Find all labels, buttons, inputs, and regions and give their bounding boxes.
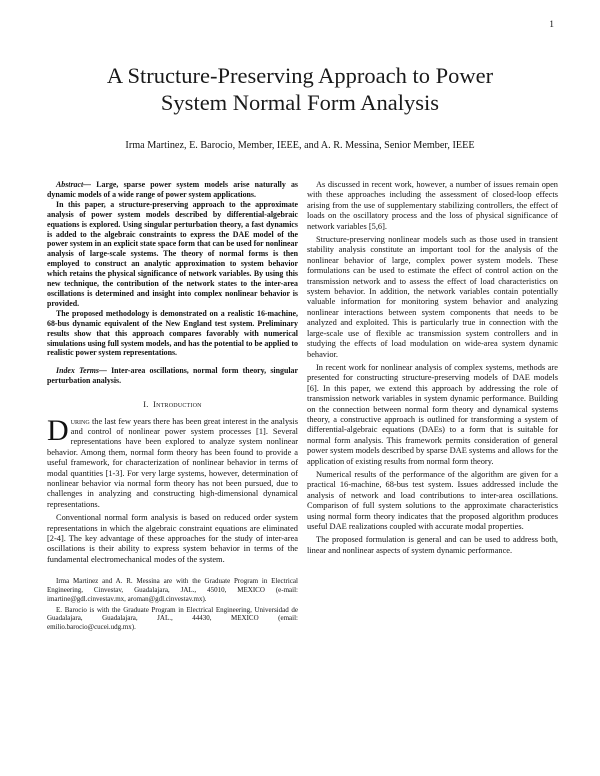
title-line-1: A Structure-Preserving Approach to Power [106,63,494,88]
right-paragraph-2: Structure-preserving nonlinear models such as those used in transient stability analysis constitute an important tool for the analysis of the nonlinear behavior of large, complex power system models. These formulations can be used to estimate the effect of control action on the transmission network and to assess the effect of load characteristics on system behavior. In addition, the network variables contain potentially valuable information for monitoring system behavior and analyzing nonlinear interactions between system components that needs to be analyzed and exploited. This is particularly true in connection with the large-scale use of flexible ac transmission system controllers and in studying the effects of load modulation on wide-area system dynamic behavior. [307,235,558,359]
drop-cap: D [47,413,69,447]
footnote-affiliation-1: Irma Martinez and A. R. Messina are with the Graduate Program in Electrical Engineering, Cinvestav, Guadalajara, JAL., 45010, MEXICO (e-mail: imartine@gdl.cinvestav.mx, aroman@gdl.cinvestav.mx). [47,577,298,603]
intro-paragraph-1: During the last few years there has been great interest in the analysis and control of nonlinear power system processes [1]. Several representations have been explored to analyze system nonlinear behavior. Among them, normal form theory has been found to provide a useful framework, for characterization of nonlinear behavior in terms of modal quantities [1-3]. For very large systems, however, determination of nonlinear behavior via normal form theory has not been pursued, due to challenges in analyzing and constructing high-dimensional dynamical representations. [47,413,298,509]
index-terms-label: Index Terms— [56,366,107,376]
paper-title [40,62,560,116]
intro-body [47,413,298,566]
intro-paragraph-2: Conventional normal form analysis is based on reduced order system representations in which the algebraic constraint equations are eliminated [2-4]. The key advantage of these approaches for the study of inter-area oscillations is their ability to express system behavior in terms of the fundamental electromechanical modes of the system. [47,513,298,564]
left-column [47,180,298,634]
abstract-paragraph-1: Abstract— Large, sparse power system models arise naturally as dynamic models of a wide range of power system applications. [47,180,298,199]
abstract-paragraph-3: The proposed methodology is demonstrated on a realistic 16-machine, 68-bus dynamic equivalent of the New England test system. Preliminary results show that this approach compares favorably with numerical simulations using full system models, and has the potential to be applied to realistic power system representations. [47,308,298,358]
right-paragraph-3: In recent work for nonlinear analysis of complex systems, methods are presented for constructing structure-preserving models of DAE models [6]. In this paper, we extend this approach by addressing the role of transmission network variables in system dynamic performance. Building on the connection between normal form theory and dynamical systems theory, a constructive approach is outlined for transforming a system of differential-algebraic equations (DAEs) to a form that is suitable for normal form analysis. This framework permits consideration of general power system models described by sparse DAE systems and allows for the application of existing results from normal form theory. [307,362,558,466]
section-heading: I. Introduction [143,400,202,410]
index-terms-text: Inter-area oscillations, normal form theory, singular perturbation analysis. [47,366,298,386]
index-terms [47,366,298,386]
page-number: 1 [549,20,554,30]
footnote-affiliation-2: E. Barocio is with the Graduate Program in Electrical Engineering, Universidad de Guadalajara, Guadalajara, JAL., 44430, MEXICO (email: emilio.barocio@cucei.udg.mx). [47,605,298,632]
right-column [307,180,558,556]
title-line-2: System Normal Form Analysis [160,90,440,115]
footnotes [47,577,298,632]
abstract-paragraph-2: In this paper, a structure-preserving approach to the approximate analysis of power system models described by differential-algebraic equations is explored. Using singular perturbation theory, a fast dynamics is added to the algebraic constraints to express the DAE model of the power system in an explicit state space form that can be used for nonlinear analysis of large-scale systems. The theory of normal forms is then employed to construct an analytic approximation to system behavior which retains the physical significance of network variables. By using this new technique, the contribution of the network states to the inter-area oscillations is determined and insight into complex nonlinear behavior is provided. [47,199,298,308]
right-paragraph-1: As discussed in recent work, however, a number of issues remain open with these approaches including the assessment of closed-loop effects arising from the use of supplementary stabilizing controllers, the effect of loads on the oscillatory process and the loss of physical significance of network variables [5,6]. [307,180,558,231]
author-line: Irma Martinez, E. Barocio, Member, IEEE, and A. R. Messina, Senior Member, IEEE [125,140,475,151]
abstract [47,180,298,358]
right-paragraph-5: The proposed formulation is general and can be used to address both, linear and nonlinear aspects of system dynamic performance. [307,535,558,555]
abstract-label: Abstract— [56,180,92,189]
right-paragraph-4: Numerical results of the performance of the algorithm are given for a practical 16-machine, 68-bus test system. Issues addressed include the analysis of network and load contributions to inter-area oscillations. Comparison of full system solutions to the approximate characteristics using normal form theory indicates that the proposed algorithm produces useful DAE realizations coupled with accurate modal properties. [307,469,558,531]
